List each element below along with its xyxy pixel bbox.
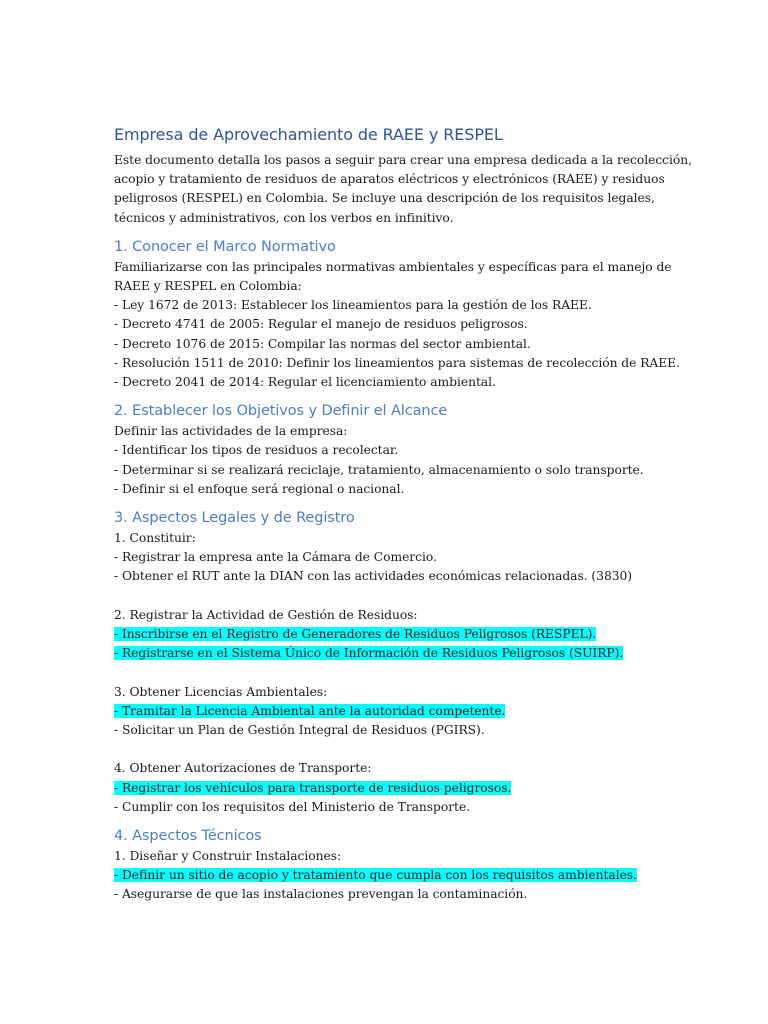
section-line: Definir las actividades de la empresa: [114, 424, 348, 439]
section-line-highlighted [114, 702, 674, 721]
section-line: - Asegurarse de que las instalaciones prevengan la contaminación. [114, 887, 528, 902]
highlighted-text: - Registrar los vehículos para transporte de residuos peligrosos. [114, 780, 512, 795]
section-heading: 2. Establecer los Objetivos y Definir el Alcance [114, 403, 448, 420]
section-line-highlighted [114, 644, 674, 663]
section-objetivos-alcance [114, 400, 674, 499]
highlighted-text: - Definir un sitio de acopio y tratamiento que cumpla con los requisitos ambientales. [114, 868, 637, 883]
section-line: 1. Diseñar y Construir Instalaciones: [114, 849, 342, 864]
section-line: - Determinar si se realizará reciclaje, tratamiento, almacenamiento o solo transporte. [114, 462, 644, 477]
section-line: 1. Constituir: [114, 531, 196, 546]
intro-line: acopio y tratamiento de residuos de aparatos eléctricos y electrónicos (RAEE) y residuos [114, 172, 665, 187]
section-line: - Registrar la empresa ante la Cámara de Comercio. [114, 550, 437, 565]
section-aspectos-legales [114, 507, 674, 817]
section-line: - Obtener el RUT ante la DIAN con las actividades económicas relacionadas. (3830) [114, 569, 633, 584]
section-line-highlighted [114, 866, 674, 885]
section-line: - Resolución 1511 de 2010: Definir los lineamientos para sistemas de recolección de RAEE. [114, 355, 680, 370]
intro-paragraph [114, 151, 692, 228]
document-title: Empresa de Aprovechamiento de RAEE y RESPEL [114, 125, 503, 144]
section-line: - Decreto 1076 de 2015: Compilar las normas del sector ambiental. [114, 336, 531, 351]
section-aspectos-tecnicos [114, 825, 674, 905]
document-content [114, 123, 692, 905]
intro-line: Este documento detalla los pasos a seguir para crear una empresa dedicada a la recolección, [114, 153, 692, 167]
section-line: - Identificar los tipos de residuos a recolectar. [114, 443, 399, 458]
section-heading: 1. Conocer el Marco Normativo [114, 238, 336, 255]
section-line: - Ley 1672 de 2013: Establecer los lineamientos para la gestión de los RAEE. [114, 298, 592, 313]
section-marco-normativo [114, 236, 680, 392]
section-line: - Solicitar un Plan de Gestión Integral de Residuos (PGIRS). [114, 723, 485, 738]
section-line: 4. Obtener Autorizaciones de Transporte: [114, 761, 372, 776]
intro-line: técnicos y administrativos, con los verbos en infinitivo. [114, 210, 454, 225]
highlighted-text: - Tramitar la Licencia Ambiental ante la autoridad competente. [114, 703, 506, 718]
highlighted-text: - Inscribirse en el Registro de Generadores de Residuos Peligrosos (RESPEL). [114, 627, 597, 642]
section-line-highlighted [114, 625, 674, 644]
section-line: - Definir si el enfoque será regional o nacional. [114, 481, 405, 496]
section-line: 3. Obtener Licencias Ambientales: [114, 684, 328, 699]
section-line: Familiarizarse con las principales normativas ambientales y específicas para el manejo de [114, 259, 672, 274]
section-heading: 4. Aspectos Técnicos [114, 828, 262, 845]
section-heading: 3. Aspectos Legales y de Registro [114, 510, 355, 527]
section-line: - Cumplir con los requisitos del Ministerio de Transporte. [114, 799, 471, 814]
highlighted-text: - Registrarse en el Sistema Único de Información de Residuos Peligrosos (SUIRP). [114, 646, 624, 661]
section-line: RAEE y RESPEL en Colombia: [114, 279, 302, 294]
section-line: 2. Registrar la Actividad de Gestión de Residuos: [114, 607, 418, 622]
intro-line: peligrosos (RESPEL) en Colombia. Se incluye una descripción de los requisitos legales, [114, 191, 655, 206]
section-line: - Decreto 4741 de 2005: Regular el manejo de residuos peligrosos. [114, 317, 528, 332]
section-line: - Decreto 2041 de 2014: Regular el licenciamiento ambiental. [114, 375, 496, 390]
section-line-highlighted [114, 779, 674, 798]
